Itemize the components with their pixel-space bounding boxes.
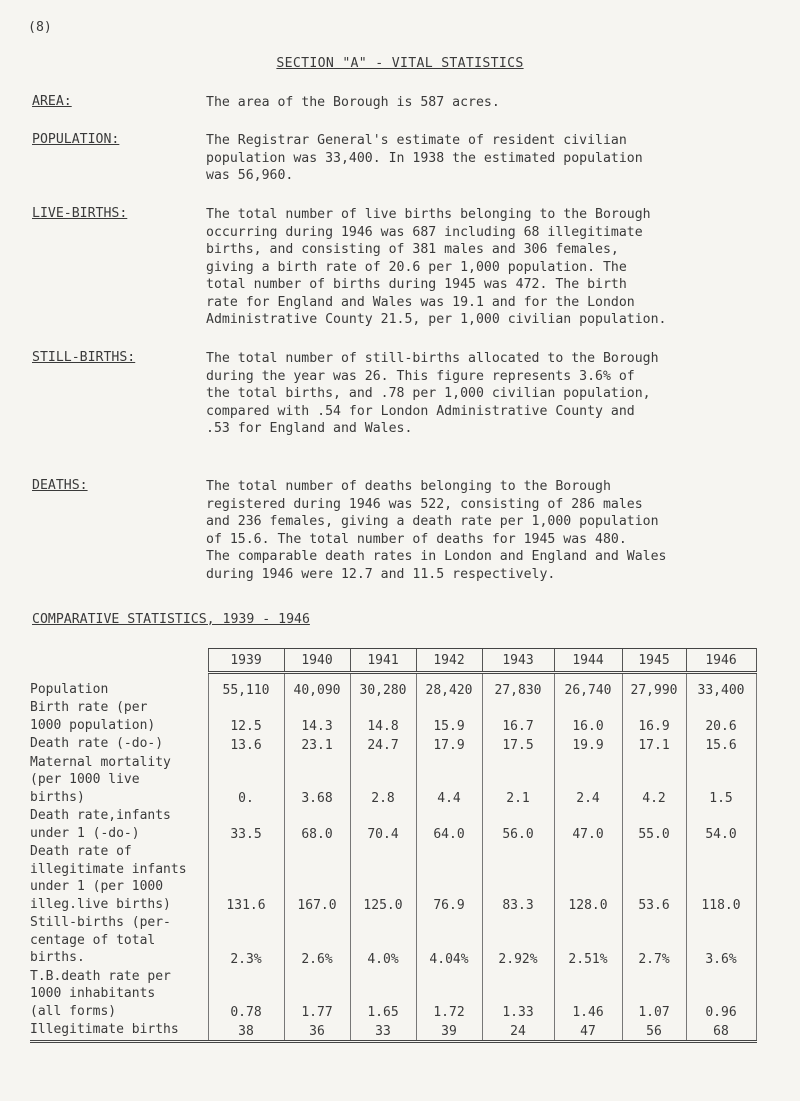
row-label-line: under 1 (-do-): [30, 825, 140, 841]
table-row: [30, 1021, 756, 1041]
text-line: total number of births during 1945 was 472. The birth: [206, 277, 627, 292]
table-cell: 47.0: [554, 807, 622, 843]
table-cell: 38: [208, 1021, 284, 1041]
text-line: giving a birth rate of 20.6 per 1,000 population. The: [206, 259, 627, 275]
row-label-line: (per 1000 live: [30, 772, 140, 787]
text-line: births, and consisting of 381 males and 306 females,: [206, 242, 619, 257]
table-row: [30, 699, 756, 735]
text-line: The Registrar General's estimate of resident civilian: [206, 133, 627, 148]
population-label: POPULATION:: [32, 132, 120, 147]
table-cell: 0.78: [208, 968, 284, 1022]
text-line: rate for England and Wales was 19.1 and for the London: [206, 294, 635, 310]
row-label-line: Still-births (per-: [30, 915, 171, 930]
table-cell: 2.7%: [622, 914, 686, 968]
table-cell: 167.0: [284, 843, 350, 914]
table-cell: 76.9: [416, 843, 482, 914]
text-line: The total number of deaths belonging to the Borough: [206, 479, 611, 494]
table-cell: 0.: [208, 754, 284, 808]
row-label-line: Death rate of: [30, 844, 132, 859]
table-row: [30, 968, 756, 1022]
row-label-line: Death rate (-do-): [30, 736, 164, 751]
year-header-1944: 1944: [554, 649, 622, 673]
text-line: compared with .54 for London Administrative County and: [206, 403, 635, 419]
row-label-line: Birth rate (per: [30, 700, 148, 715]
row-label-line: centage of total: [30, 932, 156, 948]
year-header-1940: 1940: [284, 649, 350, 673]
row-label-line: births.: [30, 950, 85, 965]
text-line: occurring during 1946 was 687 including 68 illegitimate: [206, 224, 643, 240]
table-cell: 2.6%: [284, 914, 350, 968]
table-cell: 125.0: [350, 843, 416, 914]
table-cell: 33,400: [686, 673, 756, 700]
table-cell: 83.3: [482, 843, 554, 914]
table-cell: 16.7: [482, 699, 554, 735]
row-label: [30, 699, 208, 735]
text-line: The total number of still-births allocated to the Borough: [206, 351, 659, 366]
table-cell: 68.0: [284, 807, 350, 843]
table-cell: 1.65: [350, 968, 416, 1022]
text-line: The comparable death rates in London and England and Wales: [206, 549, 667, 564]
row-label-line: Population: [30, 681, 109, 697]
table-cell: 14.8: [350, 699, 416, 735]
table-cell: 1.33: [482, 968, 554, 1022]
table-cell: 1.07: [622, 968, 686, 1022]
comparative-statistics-table: [30, 648, 757, 1043]
text-line: during 1946 were 12.7 and 11.5 respectively.: [206, 566, 556, 582]
table-cell: 1.77: [284, 968, 350, 1022]
row-label: [30, 754, 208, 808]
table-cell: 33.5: [208, 807, 284, 843]
text-line: Administrative County 21.5, per 1,000 civilian population.: [206, 312, 667, 327]
table-cell: 4.04%: [416, 914, 482, 968]
still-births-text: [206, 350, 786, 438]
table-cell: 40,090: [284, 673, 350, 700]
row-label: [30, 673, 208, 700]
row-label-line: Illegitimate births: [30, 1022, 179, 1037]
live-births-label: LIVE-BIRTHS:: [32, 206, 128, 221]
table-cell: 70.4: [350, 807, 416, 843]
text-line: was 56,960.: [206, 168, 294, 183]
text-line: during the year was 26. This figure represents 3.6% of: [206, 368, 635, 384]
row-label: [30, 914, 208, 968]
table-cell: 16.0: [554, 699, 622, 735]
table-cell: 2.92%: [482, 914, 554, 968]
year-header-1939: 1939: [208, 649, 284, 673]
text-line: The area of the Borough is 587 acres.: [206, 95, 500, 110]
year-header-1945: 1945: [622, 649, 686, 673]
year-header-1942: 1942: [416, 649, 482, 673]
row-label-line: Maternal mortality: [30, 754, 171, 770]
table-cell: 3.68: [284, 754, 350, 808]
table-cell: 2.51%: [554, 914, 622, 968]
table-cell: 17.5: [482, 735, 554, 754]
row-label-line: T.B.death rate per: [30, 968, 171, 984]
deaths-label: DEATHS:: [32, 478, 88, 493]
live-births-text: [206, 206, 786, 329]
table-cell: 128.0: [554, 843, 622, 914]
text-line: The total number of live births belonging to the Borough: [206, 207, 651, 222]
page-number: (8): [28, 20, 52, 35]
table-row: [30, 807, 756, 843]
table-cell: 56.0: [482, 807, 554, 843]
table-cell: 30,280: [350, 673, 416, 700]
table-row: [30, 754, 756, 808]
table-cell: 33: [350, 1021, 416, 1041]
year-header-1946: 1946: [686, 649, 756, 673]
table-cell: 16.9: [622, 699, 686, 735]
row-label-line: (all forms): [30, 1003, 117, 1019]
table-cell: 24: [482, 1021, 554, 1041]
section-title: [0, 56, 800, 71]
table-row: [30, 735, 756, 754]
area-label: AREA:: [32, 94, 72, 109]
row-label-line: illeg.live births): [30, 896, 171, 912]
table-cell: 2.3%: [208, 914, 284, 968]
row-label-line: Death rate,infants: [30, 808, 171, 823]
table-cell: 2.4: [554, 754, 622, 808]
table-cell: 39: [416, 1021, 482, 1041]
table-cell: 2.1: [482, 754, 554, 808]
table-cell: 4.2: [622, 754, 686, 808]
table-cell: 55.0: [622, 807, 686, 843]
still-births-label: STILL-BIRTHS:: [32, 350, 136, 365]
table-cell: 53.6: [622, 843, 686, 914]
table-cell: 23.1: [284, 735, 350, 754]
row-label: [30, 968, 208, 1022]
text-line: registered during 1946 was 522, consisting of 286 males: [206, 496, 643, 512]
table-cell: 56: [622, 1021, 686, 1041]
table-cell: 1.46: [554, 968, 622, 1022]
row-label: [30, 843, 208, 914]
table-cell: 55,110: [208, 673, 284, 700]
table-row: [30, 673, 756, 700]
area-text: [206, 94, 786, 112]
table-row: [30, 843, 756, 914]
table-cell: 20.6: [686, 699, 756, 735]
table-cell: 14.3: [284, 699, 350, 735]
year-header-1943: 1943: [482, 649, 554, 673]
table-cell: 13.6: [208, 735, 284, 754]
text-line: and 236 females, giving a death rate per 1,000 population: [206, 514, 659, 529]
table-row: [30, 914, 756, 968]
table-cell: 15.6: [686, 735, 756, 754]
section-title-text: SECTION "A" - VITAL STATISTICS: [276, 56, 524, 71]
row-label: [30, 807, 208, 843]
text-line: .53 for England and Wales.: [206, 421, 413, 436]
header-blank-cell: [30, 649, 208, 673]
row-label-line: under 1 (per 1000: [30, 879, 164, 894]
table-cell: 131.6: [208, 843, 284, 914]
table-cell: 15.9: [416, 699, 482, 735]
table-cell: 3.6%: [686, 914, 756, 968]
row-label-line: 1000 population): [30, 717, 156, 733]
table-cell: 28,420: [416, 673, 482, 700]
table-cell: 54.0: [686, 807, 756, 843]
text-line: of 15.6. The total number of deaths for 1945 was 480.: [206, 531, 627, 547]
population-text: [206, 132, 786, 185]
table-cell: 19.9: [554, 735, 622, 754]
table-cell: 4.0%: [350, 914, 416, 968]
row-label-line: 1000 inhabitants: [30, 986, 156, 1001]
year-header-1941: 1941: [350, 649, 416, 673]
deaths-text: [206, 478, 786, 583]
table-cell: 4.4: [416, 754, 482, 808]
table-cell: 1.72: [416, 968, 482, 1022]
table-cell: 17.1: [622, 735, 686, 754]
table-body: [30, 673, 756, 1042]
year-header-row: [30, 649, 756, 673]
row-label: [30, 1021, 208, 1041]
table-cell: 24.7: [350, 735, 416, 754]
row-label-line: illegitimate infants: [30, 861, 187, 877]
comparative-heading: COMPARATIVE STATISTICS, 1939 - 1946: [32, 612, 310, 627]
table-cell: 12.5: [208, 699, 284, 735]
table-cell: 26,740: [554, 673, 622, 700]
table-cell: 0.96: [686, 968, 756, 1022]
table-cell: 27,990: [622, 673, 686, 700]
table-cell: 2.8: [350, 754, 416, 808]
table-cell: 64.0: [416, 807, 482, 843]
table-cell: 118.0: [686, 843, 756, 914]
text-line: population was 33,400. In 1938 the estimated population: [206, 150, 643, 166]
table-cell: 1.5: [686, 754, 756, 808]
table-cell: 27,830: [482, 673, 554, 700]
row-label: [30, 735, 208, 754]
text-line: the total births, and .78 per 1,000 civilian population,: [206, 386, 651, 401]
row-label-line: births): [30, 789, 85, 805]
table-cell: 68: [686, 1021, 756, 1041]
table-cell: 36: [284, 1021, 350, 1041]
table-cell: 17.9: [416, 735, 482, 754]
table-cell: 47: [554, 1021, 622, 1041]
